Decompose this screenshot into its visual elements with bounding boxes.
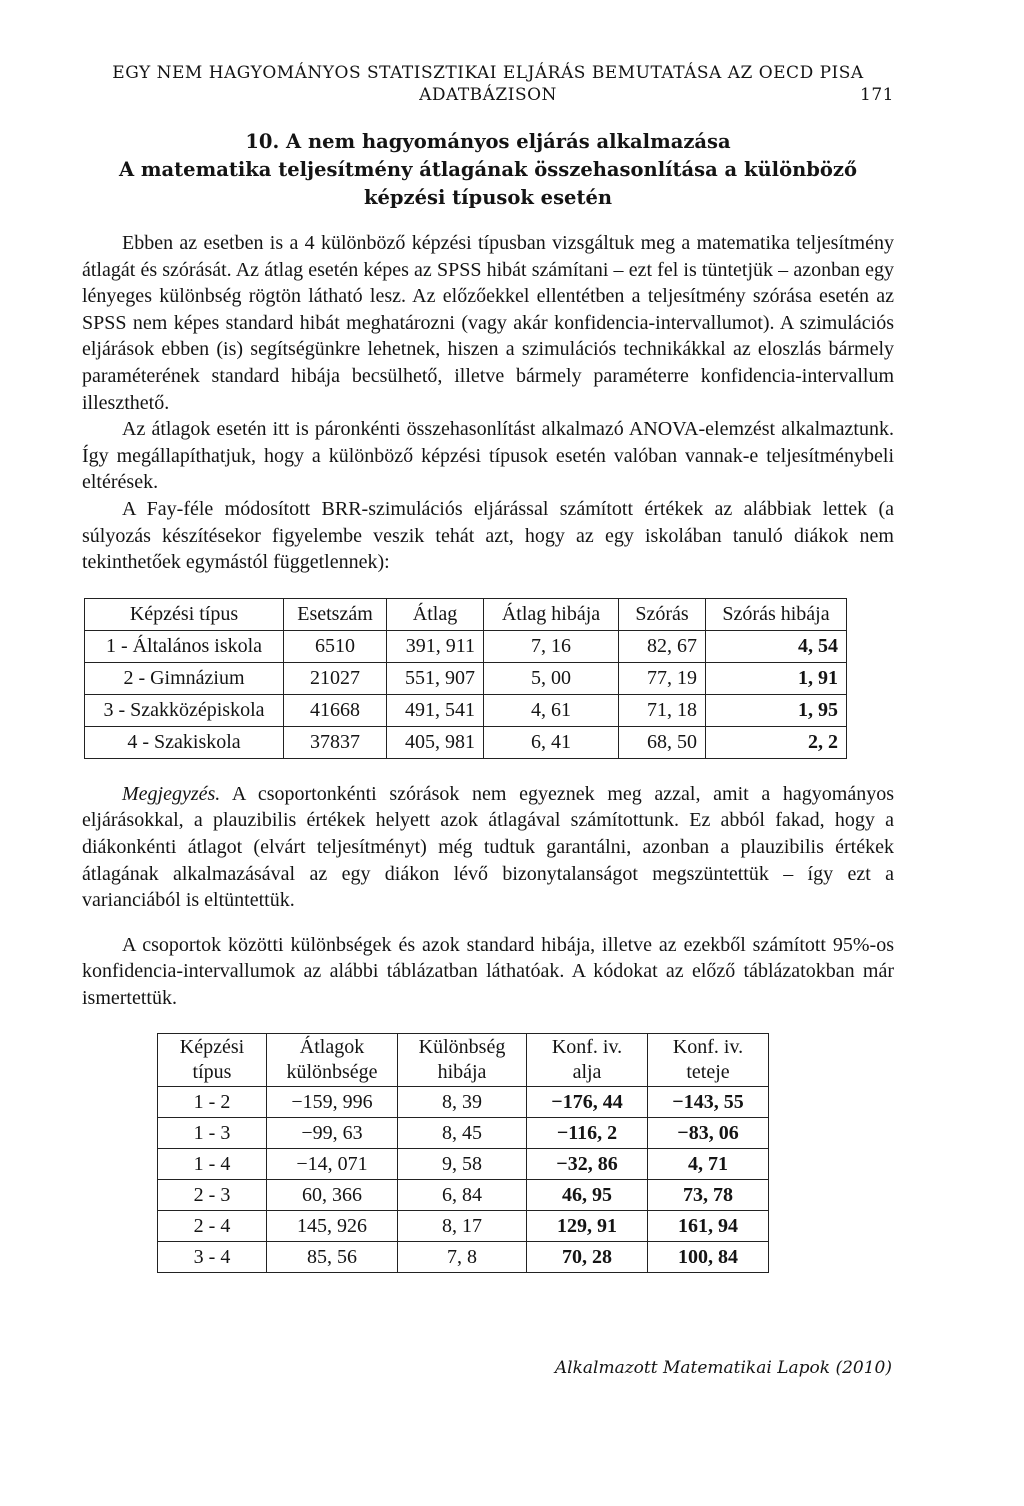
table-cell: −99, 63: [267, 1118, 398, 1149]
table-cell: −143, 55: [648, 1087, 769, 1118]
paragraph-anova: Az átlagok esetén itt is páronkénti összehasonlítást alkalmazó ANOVA-elemzést alkalmaztunk. Így megállapíthatjuk, hogy a különböző képzési típusok esetén valóban vannak-e teljesítménybeli eltérések.: [82, 418, 894, 494]
paragraph-brr: A Fay-féle módosított BRR-szimulációs eljárással számított értékek az alábbiak lettek (a súlyozás készítésekor figyelembe veszik tehát azt, hogy az egy iskolában tanuló diákok nem tekinthetőek egymástól függetlennek):: [82, 497, 894, 574]
table-row: [158, 1211, 769, 1242]
table-cell: 46, 95: [527, 1180, 648, 1211]
table-row: [158, 1242, 769, 1273]
column-header: [648, 1034, 769, 1087]
table-cell: 2 - 3: [158, 1180, 267, 1211]
results-table: [84, 598, 847, 759]
table-cell: 4 - Szakiskola: [85, 726, 284, 758]
page: [82, 62, 894, 1273]
table-row: [85, 726, 847, 758]
table-cell: −176, 44: [527, 1087, 648, 1118]
table-cell: 68, 50: [619, 726, 706, 758]
section-subtitle-line2: képzési típusok esetén: [363, 186, 613, 209]
table-cell: 1, 95: [706, 694, 847, 726]
table-cell: 1, 91: [706, 662, 847, 694]
table-header-row: [158, 1034, 769, 1087]
table-row: [158, 1087, 769, 1118]
table-cell: 161, 94: [648, 1211, 769, 1242]
table-cell: 5, 00: [484, 662, 619, 694]
table-cell: 9, 58: [398, 1149, 527, 1180]
table-cell: 4, 61: [484, 694, 619, 726]
table-row: [85, 630, 847, 662]
table-cell: 1 - Általános iskola: [85, 630, 284, 662]
table-cell: 85, 56: [267, 1242, 398, 1273]
table-cell: 1 - 3: [158, 1118, 267, 1149]
table-cell: 8, 45: [398, 1118, 527, 1149]
table-row: [158, 1118, 769, 1149]
table-cell: −32, 86: [527, 1149, 648, 1180]
table-cell: −116, 2: [527, 1118, 648, 1149]
column-header: Esetszám: [284, 598, 387, 630]
table-cell: 1 - 2: [158, 1087, 267, 1118]
table-cell: 37837: [284, 726, 387, 758]
table-cell: 100, 84: [648, 1242, 769, 1273]
table-cell: 2 - Gimnázium: [85, 662, 284, 694]
table-cell: 4, 71: [648, 1149, 769, 1180]
table-cell: 73, 78: [648, 1180, 769, 1211]
table-cell: 491, 541: [387, 694, 484, 726]
table-cell: 6, 84: [398, 1180, 527, 1211]
paragraph-intro: Ebben az esetben is a 4 különböző képzési típusban vizsgáltuk meg a matematika teljesítmény átlagát és szórását. Az átlag esetén képes az SPSS hibát számítani – ezt fel is tüntetjük – azonban egy lényeges különbség rögtön látható lesz. Az előzőekkel ellentétben a teljesítmény szórása esetén az SPSS nem képes standard hibát meghatározni (vagy akár konfidencia-intervallumot). A szimulációs eljárások ebben (is) segítségünkre lehetnek, hiszen a szimulációs technikákkal az eloszlás bármely paraméterének standard hibája becsülhető, illetve bármely paraméterre konfidencia-intervallum illeszthető.: [82, 232, 894, 414]
column-header: [398, 1034, 527, 1087]
table-cell: 1 - 4: [158, 1149, 267, 1180]
table-row: [85, 662, 847, 694]
table-cell: 7, 16: [484, 630, 619, 662]
table-row: [158, 1180, 769, 1211]
running-title-line2: ADATBÁZISON: [419, 85, 557, 105]
differences-table: [157, 1033, 769, 1273]
column-header: [158, 1034, 267, 1087]
table-cell: 2 - 4: [158, 1211, 267, 1242]
table-cell: 71, 18: [619, 694, 706, 726]
table-cell: 7, 8: [398, 1242, 527, 1273]
column-header-line: alja: [572, 1061, 602, 1084]
column-header: Szórás: [619, 598, 706, 630]
table-cell: 4, 54: [706, 630, 847, 662]
column-header: Szórás hibája: [706, 598, 847, 630]
table-cell: 145, 926: [267, 1211, 398, 1242]
table-cell: 6510: [284, 630, 387, 662]
table-cell: 405, 981: [387, 726, 484, 758]
table-cell: 21027: [284, 662, 387, 694]
table-cell: 3 - Szakközépiskola: [85, 694, 284, 726]
table-cell: 391, 911: [387, 630, 484, 662]
table-row: [158, 1149, 769, 1180]
column-header-line: típus: [192, 1061, 232, 1084]
column-header: [527, 1034, 648, 1087]
column-header-line: teteje: [686, 1061, 730, 1084]
table-cell: −159, 996: [267, 1087, 398, 1118]
column-header-line: Különbség: [418, 1036, 506, 1059]
table-cell: 82, 67: [619, 630, 706, 662]
table-cell: −83, 06: [648, 1118, 769, 1149]
section-heading: [82, 128, 894, 212]
note-text: A csoportonkénti szórások nem egyeznek meg azzal, amit a hagyományos eljárásokkal, a plauzibilis értékek helyett azok átlagával számítottunk. Ez abból fakad, hogy a diákonkénti átlagot (elvárt teljesítményt) még tudtuk garantálni, azonban a plauzibilis értékek átlagának alkalmazásával az egy diákon lévő bizonytalanságot megszüntettük – így ezt a varianciából is eltüntettük.: [82, 782, 894, 912]
column-header-line: hibája: [437, 1061, 487, 1084]
table-cell: −14, 071: [267, 1149, 398, 1180]
column-header: Átlag hibája: [484, 598, 619, 630]
column-header-line: különbsége: [286, 1061, 378, 1084]
note-label: Megjegyzés.: [122, 782, 221, 805]
table-cell: 70, 28: [527, 1242, 648, 1273]
table-cell: 8, 17: [398, 1211, 527, 1242]
table-header-row: [85, 598, 847, 630]
table-cell: 8, 39: [398, 1087, 527, 1118]
page-number: 171: [860, 85, 894, 105]
table-cell: 60, 366: [267, 1180, 398, 1211]
column-header: [267, 1034, 398, 1087]
table-cell: 551, 907: [387, 662, 484, 694]
table-cell: 2, 2: [706, 726, 847, 758]
running-header: [82, 62, 894, 106]
running-title-line1: EGY NEM HAGYOMÁNYOS STATISZTIKAI ELJÁRÁS BEMUTATÁSA AZ OECD PISA: [112, 63, 864, 83]
section-subtitle-line1: A matematika teljesítmény átlagának összehasonlítása a különböző: [118, 158, 857, 181]
paragraph-differences: A csoportok közötti különbségek és azok standard hibája, illetve az ezekből számított 95%-os konfidencia-intervallumok az alábbi táblázatban láthatóak. A kódokat az előző táblázatokban már ismertettük.: [82, 933, 894, 1009]
column-header-line: Képzési: [179, 1036, 245, 1059]
column-header-line: Átlagok: [299, 1036, 365, 1059]
table-row: [85, 694, 847, 726]
section-title: 10. A nem hagyományos eljárás alkalmazása: [245, 130, 731, 153]
column-header: Képzési típus: [85, 598, 284, 630]
column-header: Átlag: [387, 598, 484, 630]
table-cell: 129, 91: [527, 1211, 648, 1242]
column-header-line: Konf. iv.: [672, 1036, 744, 1059]
journal-footer: Alkalmazott Matematikai Lapok (2010): [554, 1358, 892, 1378]
table-cell: 41668: [284, 694, 387, 726]
column-header-line: Konf. iv.: [551, 1036, 623, 1059]
table-cell: 3 - 4: [158, 1242, 267, 1273]
table-cell: 6, 41: [484, 726, 619, 758]
table-cell: 77, 19: [619, 662, 706, 694]
note-paragraph: [82, 781, 894, 914]
